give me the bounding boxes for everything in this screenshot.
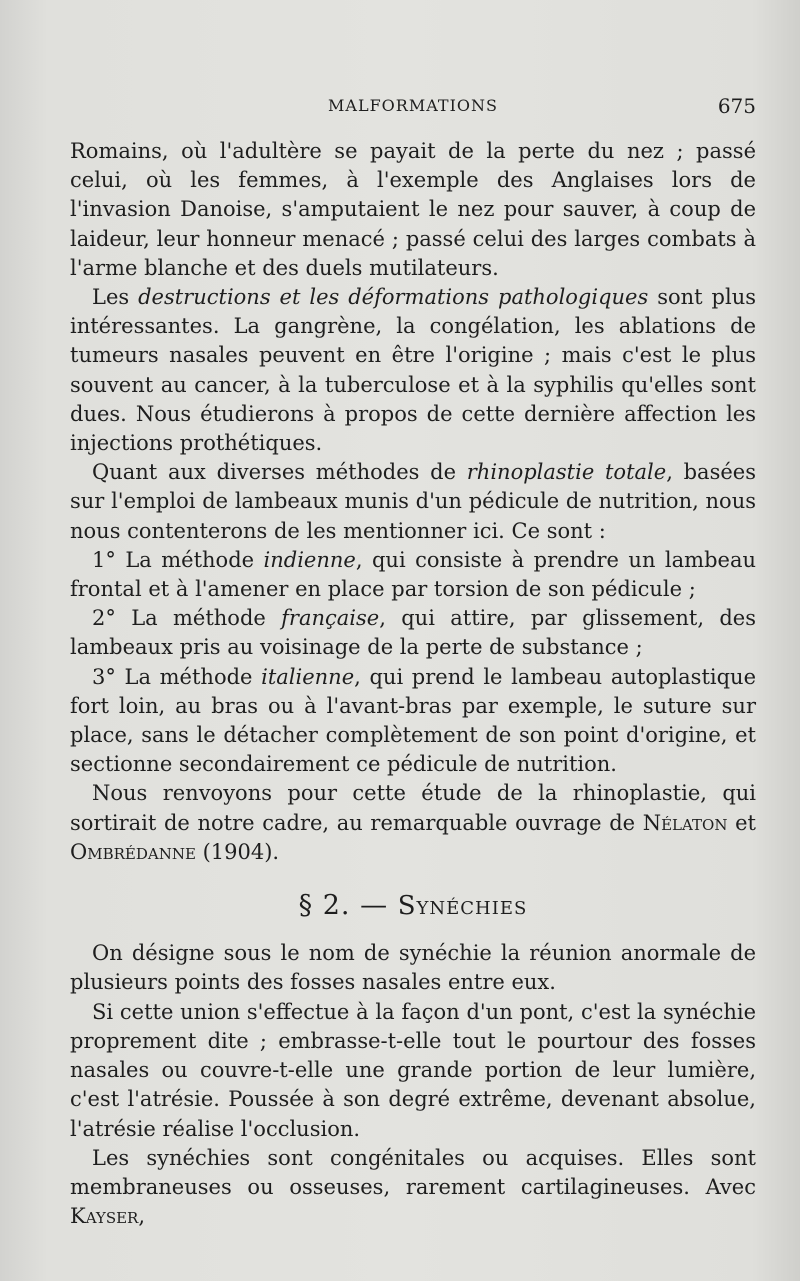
author-name: Nélaton (642, 810, 728, 835)
section-number: § 2. — (298, 890, 398, 922)
italic-text: française (281, 606, 380, 631)
text-span: Les synéchies sont congénitales ou acquises. Elles sont membraneuses ou osseuses, rarement cartilagineuses. Avec (70, 1145, 756, 1199)
paragraph (70, 283, 756, 458)
italic-text: italienne (261, 664, 355, 689)
text-span: 3° La méthode (92, 664, 262, 689)
page-number: 675 (717, 94, 756, 118)
paragraph (70, 779, 756, 867)
paragraph: On désigne sous le nom de synéchie la réunion anormale de plusieurs points des fosses nasales entre eux. (70, 941, 756, 995)
italic-text: destructions et les déformations pathologiques (138, 285, 649, 310)
running-head: MALFORMATIONS (328, 96, 498, 115)
list-item-method-2 (70, 604, 756, 662)
section-heading (70, 891, 756, 921)
author-name: Kayser (70, 1204, 139, 1229)
text-span: , basées sur l'emploi de lambeaux munis d'un pédicule de nutrition, nous nous contenterons de les mentionner ici. Ce sont : (70, 460, 756, 543)
text-span: Quant aux diverses méthodes de (92, 460, 467, 485)
text-span: , qui attire, par glissement, des lambeaux pris au voisinage de la perte de substance ; (70, 606, 756, 660)
text-span: , (138, 1204, 146, 1229)
text-span: (1904). (195, 839, 280, 864)
text-span: 2° La méthode (92, 606, 282, 631)
text-span: , qui prend le lambeau autoplastique fort loin, au bras ou à l'avant-bras par exemple, le suture sur place, sans le détacher complètement de son point d'origine, et sectionne secondairement ce pédicule de nutrition. (70, 664, 756, 777)
italic-text: indienne (263, 547, 356, 572)
paragraph: Si cette union s'effectue à la façon d'un pont, c'est la synéchie proprement dite ; embrasse-t-elle tout le pourtour des fosses nasales ou couvre-t-elle une grande portion de leur lumière, c'est l'atrésie. Poussée à son degré extrême, devenant absolue, l'atrésie réalise l'occlusion. (70, 999, 756, 1141)
paragraph (70, 1144, 756, 1232)
text-span: et (727, 810, 756, 835)
list-item-method-3 (70, 663, 756, 780)
body-text (70, 137, 756, 1231)
paragraph: Romains, où l'adultère se payait de la perte du nez ; passé celui, où les femmes, à l'exemple des Anglaises lors de l'invasion Danoise, s'amputaient le nez pour sauver, à coup de laideur, leur honneur menacé ; passé celui des larges combats à l'arme blanche et des duels mutilateurs. (70, 139, 756, 280)
text-span: Les (92, 285, 139, 310)
text-span: , qui consiste à prendre un lambeau frontal et à l'amener en place par torsion de son pédicule ; (70, 547, 756, 602)
paragraph (70, 458, 756, 546)
italic-text: rhinoplastie totale (466, 460, 667, 485)
text-span: 1° La méthode (92, 547, 264, 572)
text-span: sont plus intéressantes. La gangrène, la congélation, les ablations de tumeurs nasales peuvent en être l'origine ; mais c'est le plus souvent au cancer, à la tuberculose et à la syphilis qu'elles sont dues. Nous étudierons à propos de cette dernière affection les injections prothétiques. (70, 285, 757, 456)
text-span: Nous renvoyons pour cette étude de la rhinoplastie, qui sortirait de notre cadre, au remarquable ouvrage de (70, 781, 756, 835)
list-item-method-1 (70, 546, 756, 604)
section-title: Synéchies (397, 891, 528, 922)
page-header (70, 92, 756, 122)
author-name: Ombrédanne (70, 839, 196, 864)
